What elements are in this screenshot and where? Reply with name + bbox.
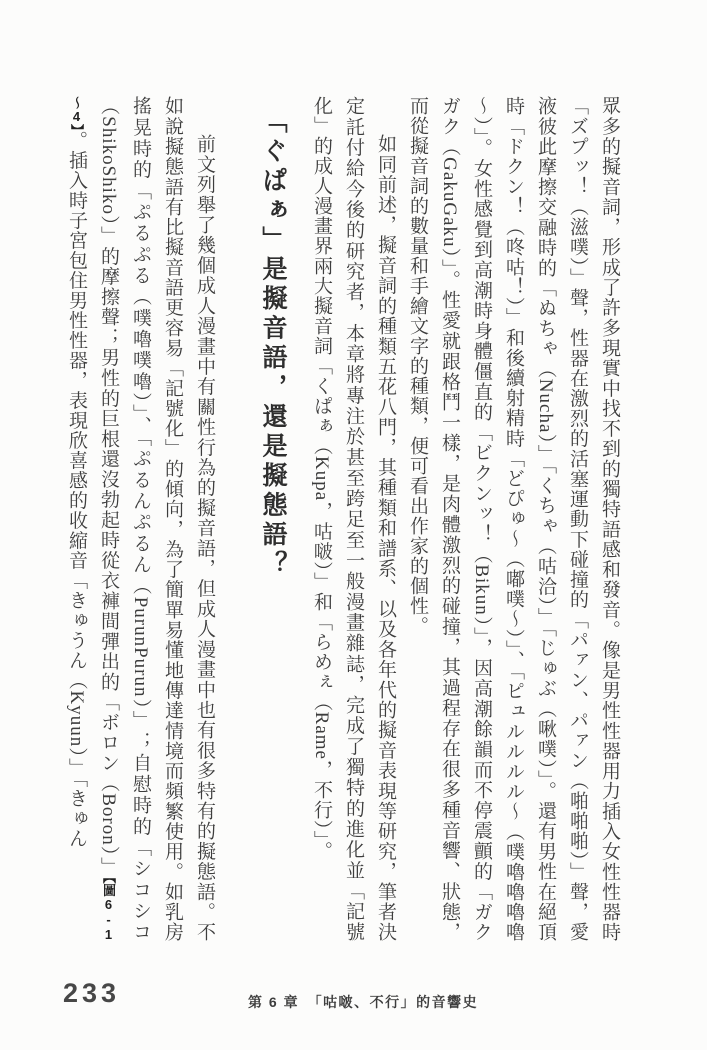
running-footer-chapter-title: 第 6 章 「咕啵、不行」的音響史 [248, 994, 479, 1010]
paragraph-3-text-before-ref: 前文列舉了幾個成人漫畫中有關性行為的擬音語，但成人漫畫中也有很多特有的擬態語。不如說擬態語有比擬音語更容易「記號化」的傾向，為了簡單易懂地傳達情境而頻繁使用。如乳房搖晃時的「ぷるぷる（噗嚕噗嚕）」、「ぷるんぷるん（PurunPurun）」；自慰時的「シコシコ（ShikoShiko）」的摩擦聲；男性的巨根還沒勃起時從衣褲間彈出的「ボロン（Boron）」 [98, 96, 215, 942]
paragraph-mimetic-words [60, 96, 220, 942]
vertical-text-block [40, 96, 625, 942]
paragraph-chapter-focus: 如同前述，擬音詞的種類五花八門，其種類和譜系、以及各年代的擬音表現等研究，筆者決定託付給今後的研究者，本章將專注於甚至跨足至一般漫畫雜誌，完成了獨特的進化並「記號化」的成人漫畫界兩大擬音詞「くぱぁ（Kupa，咕啵）」和「らめぇ（Rame，不行）」。 [311, 96, 396, 942]
paragraph-3-text-after-ref: 。插入時子宮包住男性性器，表現欣喜感的收縮音「きゅうん（Kyuun）」「きゅん [66, 130, 87, 849]
paragraph-onomatopoeia-examples: 眾多的擬音詞，形成了許多現實中找不到的獨特語感和發音。像是男性性器用力插入女性性器時「ズプッ！（滋噗）」聲，性器在激烈的活塞運動下碰撞的「パァン、パァン（啪啪啪）」聲，愛液彼此摩擦交融時的「ぬちゃ（Nucha）」「くちゃ（咕洽）」「じゅぶ（啾噗）」。還有男性在絕頂時「ドクン！（咚咕！）」和後續射精時「どぴゅ～（嘟噗～）」、「ピュルルルル～（噗嚕嚕嚕嚕～）」。女性感覺到高潮時身體僵直的「ビクンッ！（Bikun）」，因高潮餘韻而不停震顫的「ガクガク（GakuGaku）」。性愛就跟格鬥一樣，是肉體激烈的碰撞，其過程存在很多種音響、狀態，而從擬音詞的數量和手繪文字的種類，便可看出作家的個性。 [407, 96, 620, 942]
page-number: 233 [63, 978, 121, 1008]
figure-reference: 【圖6-1～4】 [69, 96, 116, 943]
section-heading: 「ぐぱぁ」是擬音語，還是擬態語？ [259, 108, 287, 580]
